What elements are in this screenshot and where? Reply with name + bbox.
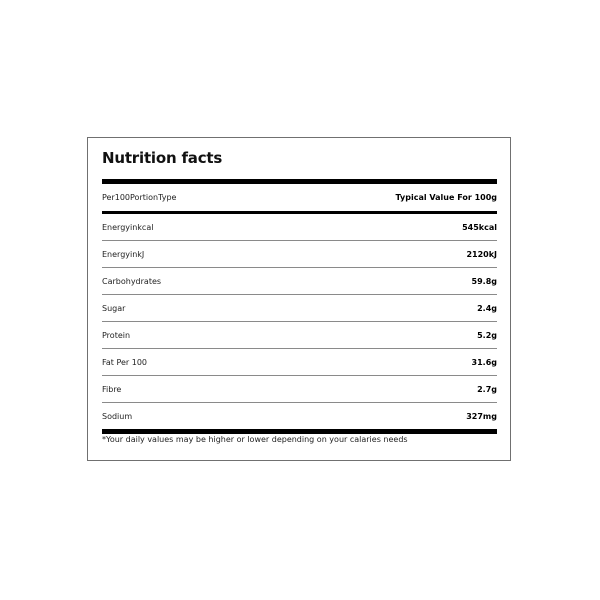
panel-title: Nutrition facts <box>102 149 223 167</box>
nutrient-value: 2.7g <box>477 384 497 394</box>
bottom-divider <box>102 429 497 434</box>
nutrient-value: 327mg <box>466 412 497 421</box>
nutrient-label: Fibre <box>102 384 122 394</box>
nutrient-row <box>102 214 497 241</box>
nutrient-row <box>102 268 497 295</box>
nutrient-label: Protein <box>102 330 131 340</box>
nutrition-facts-panel <box>87 137 511 461</box>
footnote: *Your daily values may be higher or lower depending on your calaries needs <box>102 435 408 444</box>
nutrient-row <box>102 376 497 403</box>
nutrient-row <box>102 349 497 376</box>
header-value: Typical Value For 100g <box>395 193 497 202</box>
nutrient-label: Sodium <box>102 412 133 421</box>
nutrient-value: 545kcal <box>462 222 497 232</box>
nutrient-label: Carbohydrates <box>102 276 162 286</box>
nutrient-label: Sugar <box>102 303 126 313</box>
nutrient-value: 2120kJ <box>466 249 497 259</box>
nutrient-label: EnergyinkJ <box>102 249 145 259</box>
nutrient-row <box>102 241 497 268</box>
header-label: Per100PortionType <box>102 193 177 202</box>
header-row <box>102 184 497 211</box>
nutrient-value: 31.6g <box>471 357 497 367</box>
nutrient-row <box>102 295 497 322</box>
nutrient-value: 2.4g <box>477 303 497 313</box>
nutrient-row <box>102 403 497 430</box>
nutrient-label: Energyinkcal <box>102 222 154 232</box>
nutrient-value: 59.8g <box>471 276 497 286</box>
nutrient-label: Fat Per 100 <box>102 357 148 367</box>
nutrient-row <box>102 322 497 349</box>
nutrient-value: 5.2g <box>477 330 497 340</box>
